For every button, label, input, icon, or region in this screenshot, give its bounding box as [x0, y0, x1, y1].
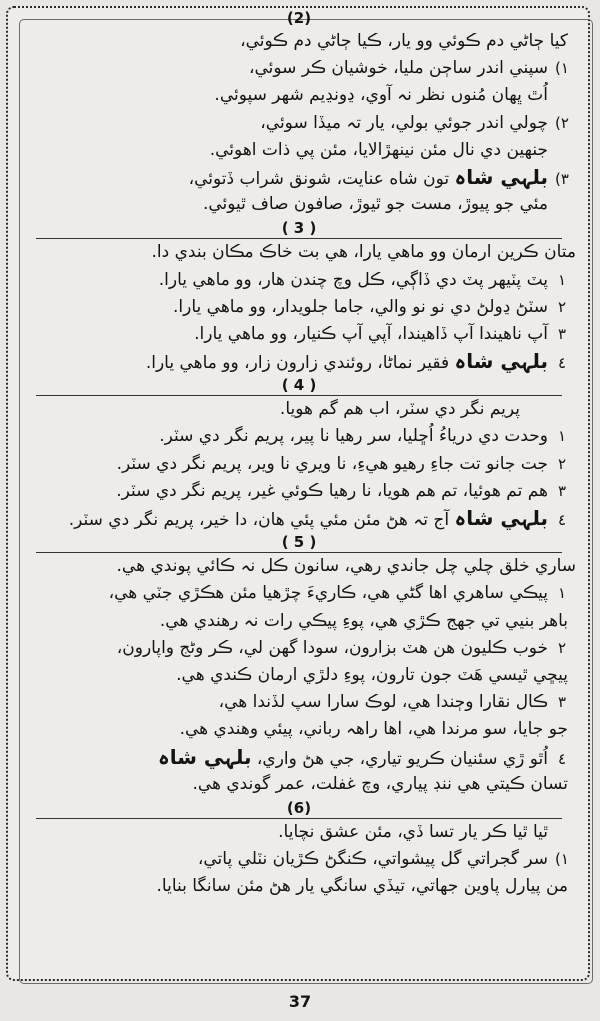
- verse-line: ٣هم تم هوئيا، تم هم هويا، نا رهيا ڪوئي غير، پريم نگر دي سٽر.: [116, 480, 567, 501]
- verse-line: ١)سر گجراتي گل پيشواتي، ڪنگڻ ڪڙيان نٽلي پاتي،: [197, 849, 569, 870]
- verse-line: پيڇي ٿيسي هَٽ جون تارون، پوءِ دلڙي ارمان ڪندي هي.: [176, 664, 568, 685]
- verse-line: جنهين دي نال مئن نينهڙالايا، مئن پي ذات اهوئي.: [209, 139, 548, 160]
- page-number: 37: [288, 992, 312, 1011]
- verse-line: ٢سٽڻ ڍولڻ دي نو نو والي، جاما جلويدار، وو ماهي يارا.: [173, 296, 567, 317]
- refrain-line: کيا ڄاڻي دم ڪوئي وو يار، ڪيا ڄاڻي دم ڪوئي،: [240, 31, 568, 51]
- section-heading: ( 3 ): [36, 218, 562, 239]
- verse-line: ٤اُٿو ڙي سئنيان ڪريو تياري، جي هڻ واري، بلہي شاہ: [158, 744, 567, 769]
- verse-line: ٢)چولي اندر جوئي بولي، يار تہ ميڏا سوئي،: [260, 112, 569, 133]
- verse-line: ٣)بلہي شاہ تون شاه عنايت، شونق شراب ڏتوئي،: [188, 164, 569, 189]
- verse-line: ١)سپني اندر ساڄن مليا، خوشيان ڪر سوئي،: [249, 58, 569, 79]
- verse-line: ٣آپ ناهيندا آپ ڏاهيندا، آپي آپ ڪنيار، وو ماهي يارا.: [194, 323, 567, 344]
- section-heading: ( 5 ): [36, 532, 562, 553]
- verse-line: ٢جت جانو تت جاءِ رهيو هيءِ، نا ويري نا وير، پريم نگر دي سٽر.: [116, 453, 567, 474]
- poet-name: بلہي شاہ: [454, 349, 548, 374]
- refrain-line: متان ڪرين ارمان وو ماهي يارا، هي بت خاڪ مڪان بندي دا.: [151, 242, 576, 263]
- verse-line: ٤بلہي شاہ فقير نماڻا، روئندي زارون زار، وو ماهي يارا.: [145, 349, 567, 374]
- verse-line: مئي جو پيوڙ، مست جو ٿيوڙ، صافون صاف ٿيوئي.: [202, 194, 548, 215]
- refrain-line: ساري خلق چلي چل جاندي رهي، سانون ڪل نہ ڪائي پوندي هي.: [116, 556, 576, 577]
- verse-line: ٢خوب ڪليون هن هٽ بزارون، سودا گهن لي، ڪر وڻج واپارون،: [116, 637, 567, 658]
- section-heading: (2): [286, 9, 312, 27]
- poet-name: بلہي شاہ: [454, 506, 548, 530]
- verse-line: من پيارل پاوين جهاتي، تيڏي سانگي يار هڻ مئن سانگا بنايا.: [156, 876, 568, 897]
- poet-name: بلہي شاہ: [454, 164, 548, 189]
- section-heading: ( 4 ): [36, 375, 562, 396]
- verse-line: ١پيڪي ساهري اها گڻي هي، ڪاريءَ چڙهيا مئن هڪڙي جٽي هي،: [108, 583, 567, 604]
- verse-line: ١پٽ پٽيهر پٽ دي ڏاڳي، ڪل وچ چندن هار، وو ماهي يارا.: [158, 269, 567, 290]
- poem-content: [16, 8, 582, 968]
- verse-line: باهر بنيي تي جهج ڪڙي هي، پوءِ پيڪي رات نہ رهندي هي.: [159, 610, 568, 631]
- verse-line: ١وحدت دي درياءُ اُڇليا، سر رهيا نا پير، پريم نگر دي سٽر.: [159, 426, 567, 447]
- verse-line: ٣ڪال نقارا وڄندا هي، لوڪ سارا سپ لڏندا هي،: [218, 692, 567, 713]
- section-heading: (6): [36, 798, 562, 819]
- refrain-line: ٿيا ٿيا ڪر يار تسا ڏي، مئن عشق نچايا.: [278, 821, 548, 842]
- refrain-line: پريم نگر دي سٽر، اب هم گم هويا.: [279, 399, 520, 420]
- poet-name: بلہي شاہ: [158, 744, 252, 769]
- verse-line: اُٿ ڀهان مُنوں نظر نہ آوي، ڍونڍيم شهر سپوئي.: [214, 85, 548, 106]
- verse-line: ٤بلہي شاہ آج تہ هڻ مئن مئي پئي هان، دا خير، پريم نگر دي سٽر.: [68, 506, 567, 530]
- verse-line: جو جايا، سو مرندا هي، اها راهہ رباني، پيئي وهندي هي.: [179, 719, 568, 740]
- verse-line: تسان ڪيتي هي ننڊ پياري، وچ غفلت، عمر گوندي هي.: [192, 773, 568, 794]
